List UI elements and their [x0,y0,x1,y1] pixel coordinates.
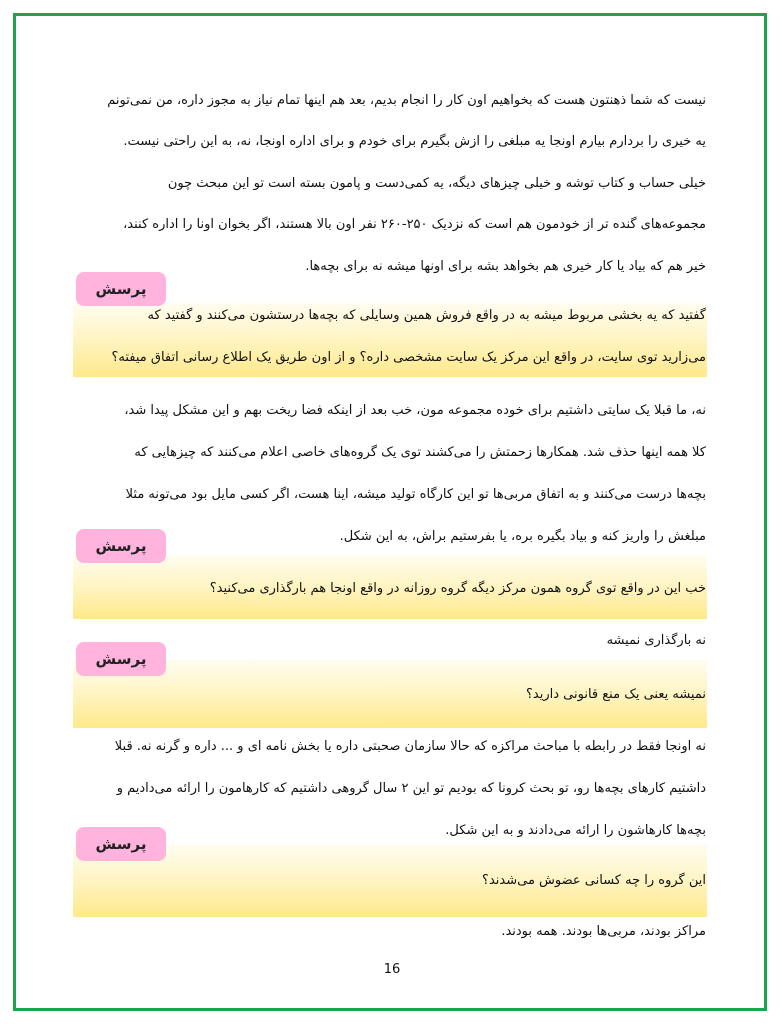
question-label: پرسش [76,642,166,676]
answer-line: کلا همه اینها حذف شد. همکارها زحمتش را می‌کشند توی یک گروه‌های خاصی اعلام می‌کنند که چیزهایی که [134,445,706,460]
answer-line: نه اونجا فقط در رابطه با مباحث مراکزه که حالا سازمان صحبتی داره یا بخش نامه ای و ... داره و گرنه نه. قبلا [114,739,706,754]
answer-line: خیر هم که بیاد یا کار خیری هم بخواهد بشه برای اونها میشه نه برای بچه‌ها. [305,259,706,274]
answer-line: بچه‌ها درست می‌کنند و به اتفاق مربی‌ها تو این کارگاه تولید میشه، اینا هست، اگر کسی مایل بود می‌تونه مثلا [125,487,706,502]
answer-line: نه بارگذاری نمیشه [606,633,706,648]
page-number: 16 [383,962,401,977]
answer-line: داشتیم کارهای بچه‌ها رو، تو بحث کرونا که بودیم تو این ۲ سال گروهی داشتیم که کارهامون را ارائه می‌دادیم و [116,781,706,796]
answer-line: مجموعه‌های گنده تر از خودمون هم است که نزدیک ۲۵۰-۲۶۰ نفر اون بالا هستند، اگر بخوان اونا را اداره کنند، [123,217,706,232]
answer-line: خیلی حساب و کتاب توشه و خیلی چیزهای دیگه، یه کمی‌دست و پامون بسته است تو این مبحث چون [167,176,706,191]
question-label: پرسش [76,272,166,306]
question-line: گفتید که یه بخشی مربوط میشه به در واقع فروش همین وسایلی که بچه‌ها درستشون می‌کنند و گفتید که [147,308,706,323]
question-line: این گروه را چه کسانی عضوش می‌شدند؟ [482,873,706,888]
answer-line: مراکز بودند، مربی‌ها بودند. همه بودند. [501,924,706,939]
question-line: نمیشه یعنی یک منع قانونی دارید؟ [526,687,706,702]
answer-line: یه خیری را بردارم بیارم اونجا یه مبلغی را ازش بگیرم برای خودم و برای اداره اونجا، نه، به این راحتی نیست. [123,134,706,149]
answer-line: نه، ما قبلا یک سایتی داشتیم برای خوده مجموعه مون، خب بعد از اینکه فضا ریخت بهم و این مشکل پیدا شد، [124,403,706,418]
question-line: خب این در واقع توی گروه همون مرکز دیگه گروه روزانه در واقع اونجا هم بارگذاری می‌کنید؟ [209,581,706,596]
answer-line: بچه‌ها کارهاشون را ارائه می‌دادند و به این شکل. [445,823,706,838]
question-line: می‌زارید توی سایت، در واقع این مرکز یک سایت مشخصی داره؟ و از اون طریق یک اطلاع رسانی اتفاق میفته؟ [111,350,706,365]
answer-line: نیست که شما ذهنتون هست که بخواهیم اون کار را انجام بدیم، بعد هم اینها تمام نیاز به مجوز داره، من نمی‌تونم [107,93,706,108]
question-label: پرسش [76,529,166,563]
answer-line: مبلغش را واریز کنه و بیاد بگیره بره، یا بفرستیم براش، به این شکل. [339,529,706,544]
question-label: پرسش [76,827,166,861]
